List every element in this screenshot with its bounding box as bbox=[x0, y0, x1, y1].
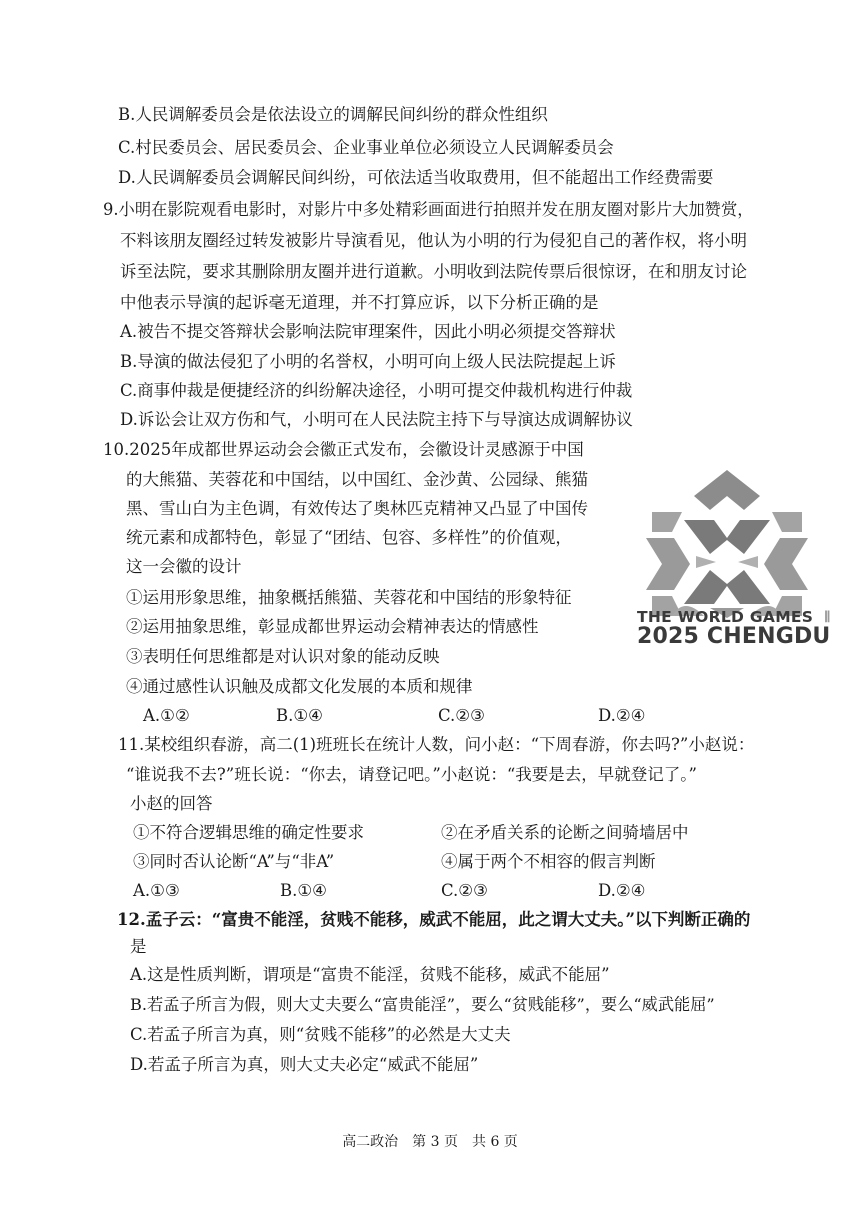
q11-item-1: ①不符合逻辑思维的确定性要求 bbox=[133, 823, 364, 842]
q10-item-4: ④通过感性认识触及成都文化发展的本质和规律 bbox=[126, 677, 473, 696]
q9-stem-line-2: 不料该朋友圈经过转发被影片导演看见，他认为小明的行为侵犯自己的著作权，将小明 bbox=[120, 231, 747, 250]
q10-stem-line-3: 黑、雪山白为主色调，有效传达了奥林匹克精神又凸显了中国传 bbox=[126, 499, 588, 518]
q10-item-2: ②运用抽象思维，彰显成都世界运动会精神表达的情感性 bbox=[126, 617, 539, 636]
q11-item-2: ②在矛盾关系的论断之间骑墙居中 bbox=[441, 823, 689, 842]
q10-choice-b: B.①④ bbox=[276, 706, 323, 725]
logo-line-2: 2025 CHENGDU bbox=[637, 624, 831, 649]
q9-stem-line-3: 诉至法院，要求其删除朋友圈并进行道歉。小明收到法院传票后很惊讶，在和朋友讨论 bbox=[120, 262, 747, 281]
q10-stem-line-1: 10.2025年成都世界运动会会徽正式发布，会徽设计灵感源于中国 bbox=[103, 440, 584, 459]
q9-option-a: A.被告不提交答辩状会影响法院审理案件，因此小明必须提交答辩状 bbox=[120, 322, 616, 341]
q10-stem-line-4: 统元素和成都特色，彰显了“团结、包容、多样性”的价值观， bbox=[126, 528, 572, 547]
q10-stem-line-2: 的大熊猫、芙蓉花和中国结，以中国红、金沙黄、公园绿、熊猫 bbox=[126, 470, 588, 489]
q12-option-a: A.这是性质判断，谓项是“富贵不能淫，贫贱不能移，威武不能屈” bbox=[130, 965, 610, 984]
q12-option-d: D.若孟子所言为真，则大丈夫必定“威武不能屈” bbox=[130, 1055, 479, 1074]
q11-stem-line-3: 小赵的回答 bbox=[130, 794, 213, 813]
q11-item-3: ③同时否认论断“A”与“非A” bbox=[133, 852, 335, 871]
q10-item-3: ③表明任何思维都是对认识对象的能动反映 bbox=[126, 647, 440, 666]
q11-choice-b: B.①④ bbox=[280, 881, 327, 900]
q11-choice-d: D.②④ bbox=[598, 881, 646, 900]
q10-choice-d: D.②④ bbox=[598, 706, 646, 725]
q12-stem-line-1: 12.孟子云：“富贵不能淫，贫贱不能移，威武不能屈，此之谓大丈夫。”以下判断正确的 bbox=[117, 910, 751, 929]
q9-stem-line-1: 9.小明在影院观看电影时，对影片中多处精彩画面进行拍照并发在朋友圈对影片大加赞赏， bbox=[103, 200, 754, 219]
logo-mark-icon: 𝍪 bbox=[818, 608, 831, 626]
q10-stem-line-5: 这一会徽的设计 bbox=[126, 557, 242, 576]
q10-choice-a: A.①② bbox=[143, 706, 190, 725]
q9-option-b: B.导演的做法侵犯了小明的名誉权，小明可向上级人民法院提起上诉 bbox=[120, 352, 616, 371]
q11-stem-line-1: 11.某校组织春游，高二(1)班班长在统计人数，问小赵：“下周春游，你去吗?”小赵说： bbox=[118, 735, 755, 754]
q11-item-4: ④属于两个不相容的假言判断 bbox=[441, 852, 656, 871]
q10-item-1: ①运用形象思维，抽象概括熊猫、芙蓉花和中国结的形象特征 bbox=[126, 588, 572, 607]
q8-option-c: C.村民委员会、居民委员会、企业事业单位必须设立人民调解委员会 bbox=[118, 138, 614, 157]
q12-option-c: C.若孟子所言为真，则“贫贱不能移”的必然是大丈夫 bbox=[130, 1025, 511, 1044]
q9-stem-line-4: 中他表示导演的起诉毫无道理，并不打算应诉，以下分析正确的是 bbox=[120, 293, 599, 312]
q8-option-d: D.人民调解委员会调解民间纠纷，可依法适当收取费用，但不能超出工作经费需要 bbox=[118, 168, 714, 187]
page-footer: 高二政治 第 3 页 共 6 页 bbox=[342, 1134, 518, 1150]
q10-choice-c: C.②③ bbox=[438, 706, 485, 725]
q8-option-b: B.人民调解委员会是依法设立的调解民间纠纷的群众性组织 bbox=[118, 105, 548, 124]
q9-option-d: D.诉讼会让双方伤和气，小明可在人民法院主持下与导演达成调解协议 bbox=[120, 410, 633, 429]
q11-stem-line-2: “谁说我不去?”班长说：“你去，请登记吧。”小赵说：“我要是去，早就登记了。” bbox=[126, 765, 697, 784]
logo-line-1-text: THE WORLD GAMES bbox=[637, 608, 814, 626]
q9-option-c: C.商事仲裁是便捷经济的纠纷解决途径，小明可提交仲裁机构进行仲裁 bbox=[120, 381, 633, 400]
q11-choice-c: C.②③ bbox=[441, 881, 488, 900]
q11-choice-a: A.①③ bbox=[133, 881, 180, 900]
q12-option-b: B.若孟子所言为假，则大丈夫要么“富贵能淫”，要么“贫贱能移”，要么“威武能屈” bbox=[130, 995, 715, 1014]
q12-stem-line-2: 是 bbox=[130, 937, 147, 956]
